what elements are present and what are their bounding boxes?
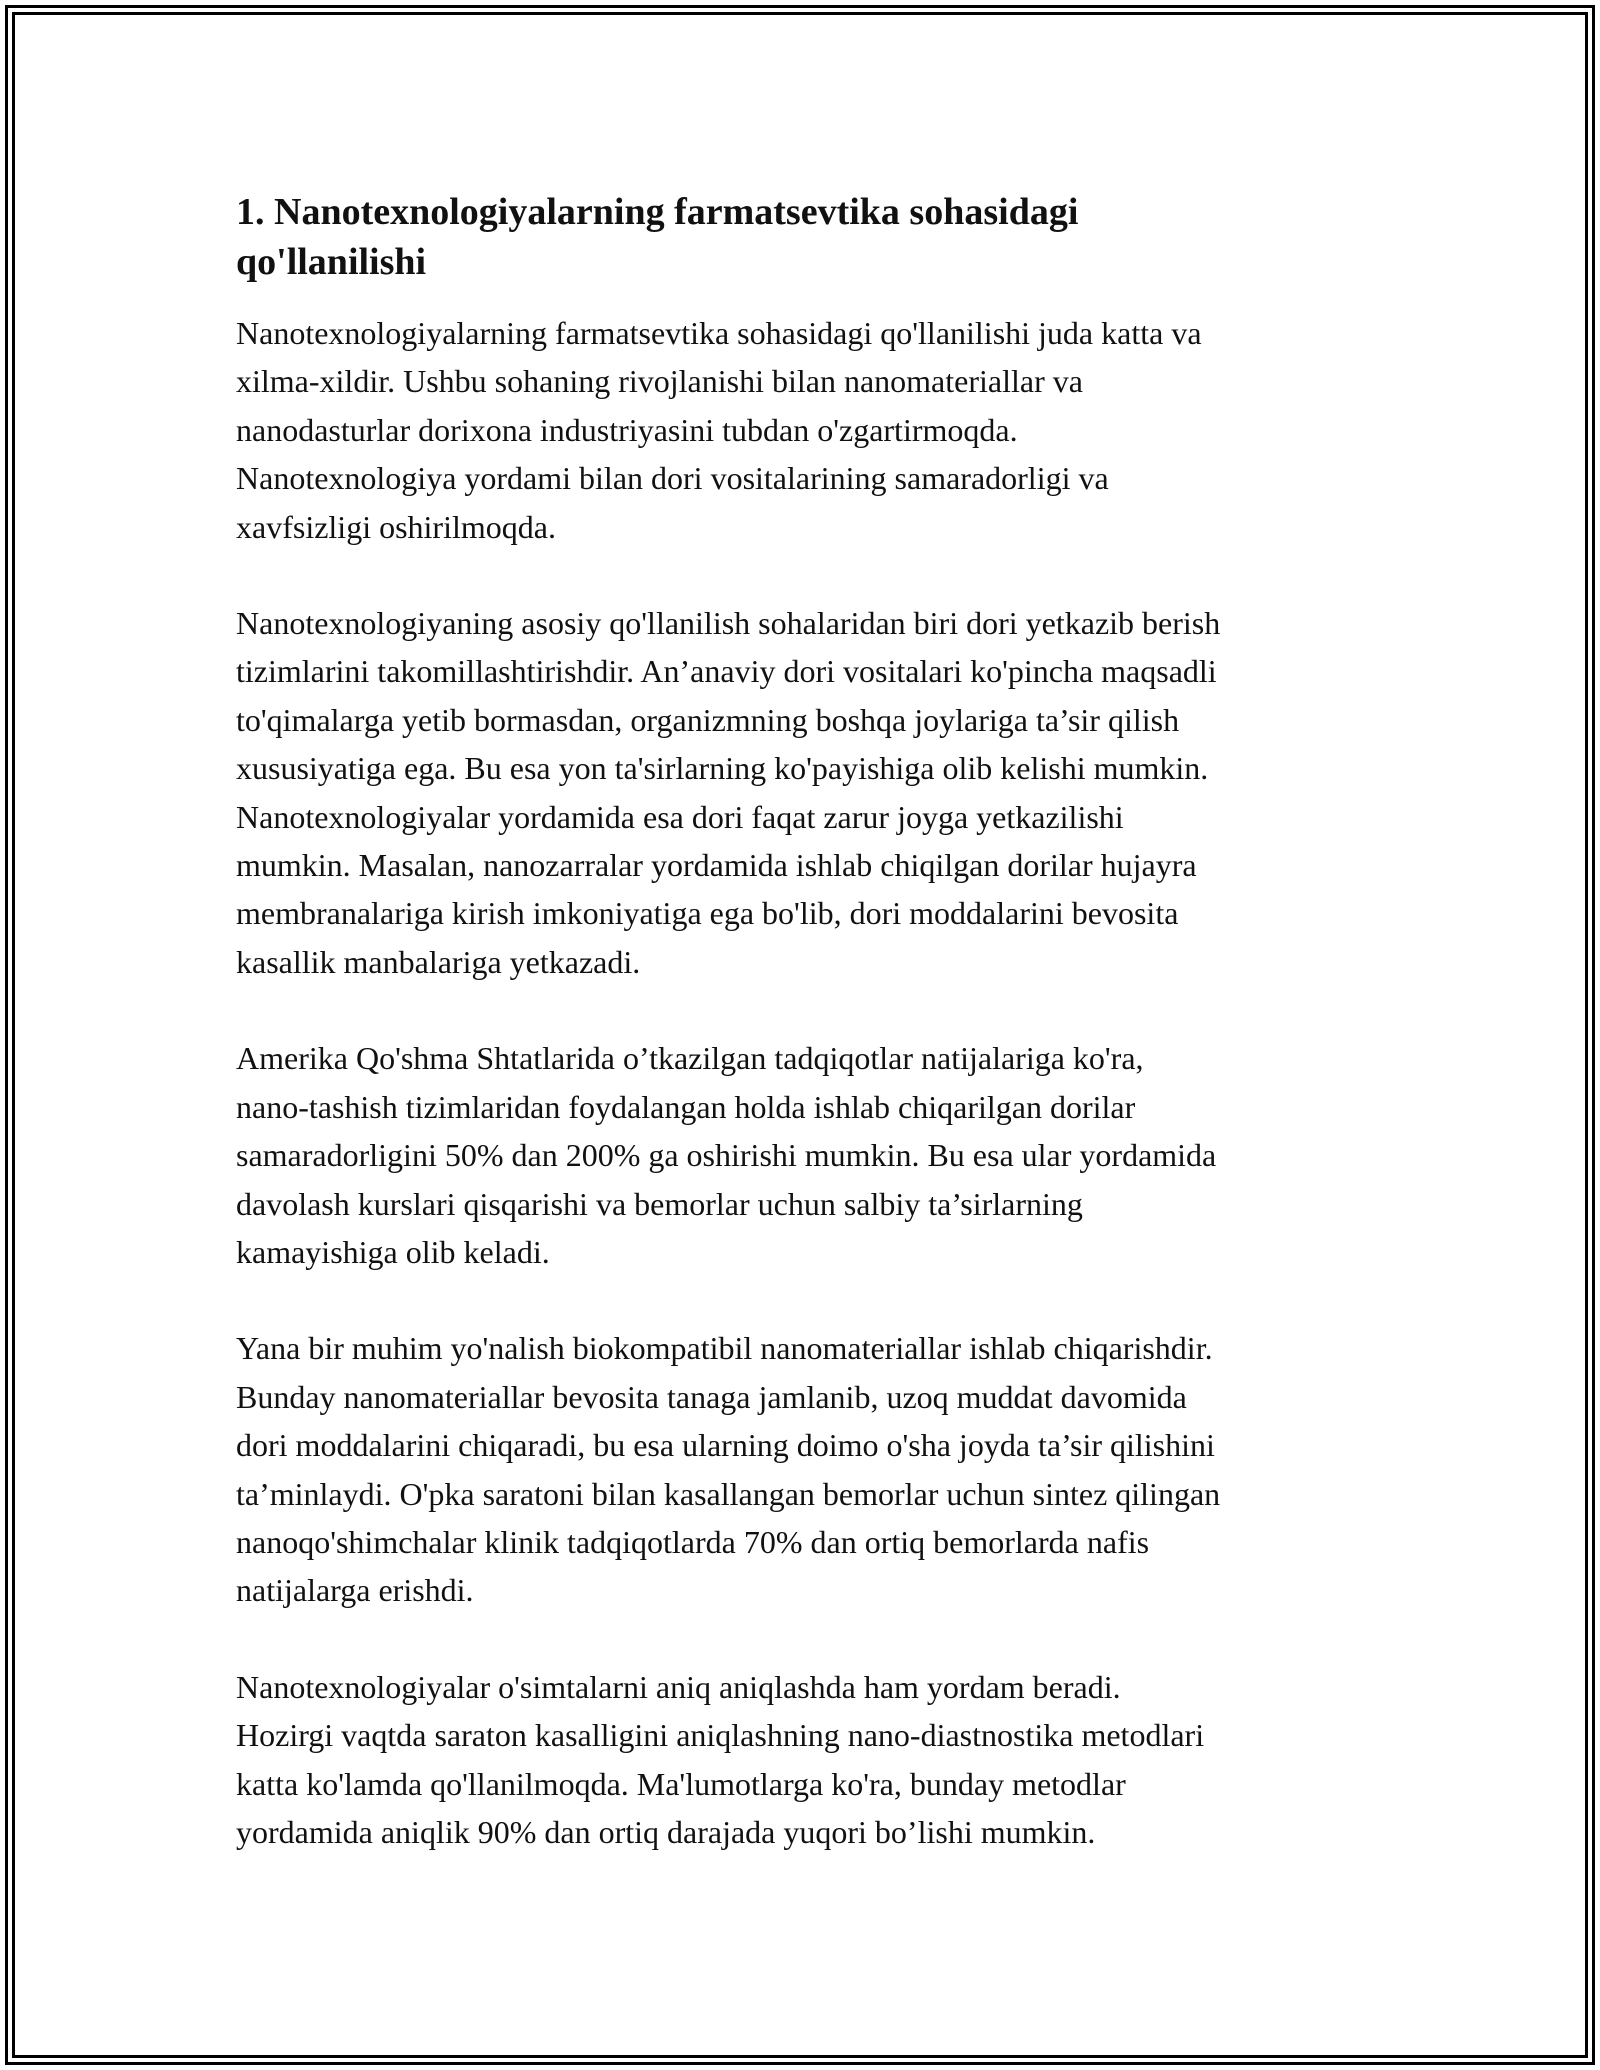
document-body (236, 187, 1376, 1856)
paragraph-2: Nanotexnologiyaning asosiy qo'llanilish sohalaridan biri dori yetkazib berish tizimlarini takomillashtirishdir. An’anaviy dori vositalari ko'pincha maqsadli to'qimalarga yetib bormasdan, organizmning boshqa joylariga ta’sir qilish xususiyatiga ega. Bu esa yon ta'sirlarning ko'payishiga olib kelishi mumkin. Nanotexnologiyalar yordamida esa dori faqat zarur joyga yetkazilishi mumkin. Masalan, nanozarralar yordamida ishlab chiqilgan dorilar hujayra membranalariga kirish imkoniyatiga ega bo'lib, dori moddalarini bevosita kasallik manbalariga yetkazadi. (236, 605, 1221, 980)
section-heading: 1. Nanotexnologiyalarning farmatsevtika sohasidagi qo'llanilishi (236, 191, 1079, 283)
paragraph-3: Amerika Qo'shma Shtatlarida o’tkazilgan tadqiqotlar natijalariga ko'ra, nano-tashish tizimlaridan foydalangan holda ishlab chiqarilgan dorilar samaradorligini 50% dan 200% ga oshirishi mumkin. Bu esa ular yordamida davolash kurslari qisqarishi va bemorlar uchun salbiy ta’sirlarning kamayishiga olib keladi. (236, 1040, 1217, 1270)
paragraph-1: Nanotexnologiyalarning farmatsevtika sohasidagi qo'llanilishi juda katta va xilma-xildir. Ushbu sohaning rivojlanishi bilan nanomateriallar va nanodasturlar dorixona industriyasini tubdan o'zgartirmoqda. Nanotexnologiya yordami bilan dori vositalarining samaradorligi va xavfsizligi oshirilmoqda. (236, 315, 1202, 545)
paragraph-4: Yana bir muhim yo'nalish biokompatibil nanomateriallar ishlab chiqarishdir. Bunday nanomateriallar bevosita tanaga jamlanib, uzoq muddat davomida dori moddalarini chiqaradi, bu esa ularning doimo o'sha joyda ta’sir qilishini ta’minlaydi. O'pka saratoni bilan kasallangan bemorlar uchun sintez qilingan nanoqo'shimchalar klinik tadqiqotlarda 70% dan ortiq bemorlarda nafis natijalarga erishdi. (236, 1330, 1221, 1609)
paragraph-5: Nanotexnologiyalar o'simtalarni aniq aniqlashda ham yordam beradi. Hozirgi vaqtda saraton kasalligini aniqlashning nano-diastnostika metodlari katta ko'lamda qo'llanilmoqda. Ma'lumotlarga ko'ra, bunday metodlar yordamida aniqlik 90% dan ortiq darajada yuqori bo’lishi mumkin. (236, 1668, 1205, 1850)
